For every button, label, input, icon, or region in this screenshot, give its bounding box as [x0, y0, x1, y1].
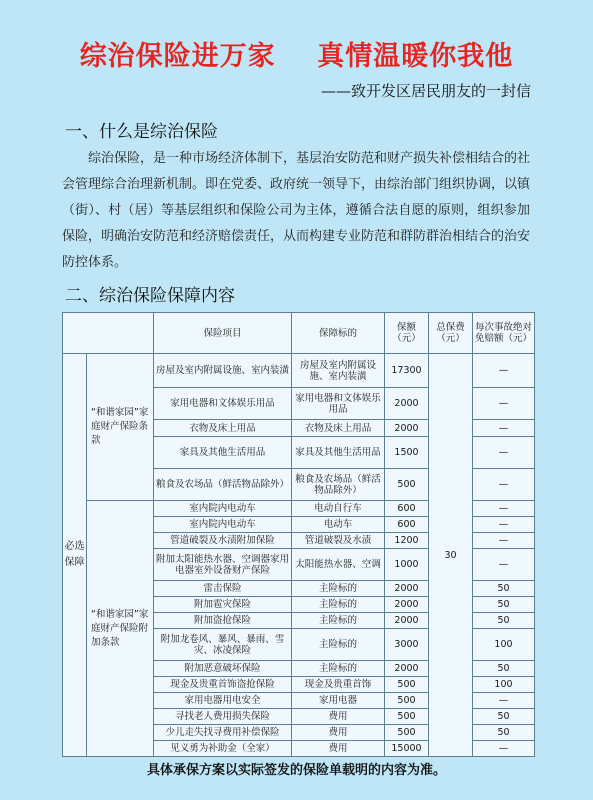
cell-item: 附加恶意破坏保险 — [154, 661, 292, 677]
cell-deductible: 50 — [473, 725, 535, 741]
cell-item: 附加太阳能热水器、空调器家用电器室外设备财产保险 — [154, 549, 292, 581]
header-premium: 总保费（元） — [429, 313, 473, 354]
cell-item: 寻找老人费用损失保险 — [154, 709, 292, 725]
cell-deductible: 100 — [473, 629, 535, 661]
cell-item: 家具及其他生活用品 — [154, 437, 292, 469]
cell-target: 太阳能热水器、空调 — [292, 549, 385, 581]
page-title: 综治保险进万家 真情温暖你我他 — [79, 41, 514, 72]
cell-amount: 2000 — [385, 581, 429, 597]
cell-target: 家用电器和文体娱乐用品 — [292, 388, 385, 420]
cell-amount: 600 — [385, 501, 429, 517]
cell-amount: 17300 — [385, 354, 429, 388]
cell-amount: 500 — [385, 469, 429, 501]
cell-target: 主险标的 — [292, 613, 385, 629]
cell-item: 附加龙卷风、暴风、暴雨、雪灾、冰凌保险 — [154, 629, 292, 661]
table-header-row — [63, 313, 535, 354]
cell-target: 主险标的 — [292, 581, 385, 597]
cell-amount: 1000 — [385, 549, 429, 581]
cell-deductible: 100 — [473, 677, 535, 693]
cell-item: 衣物及床上用品 — [154, 420, 292, 437]
cell-target: 家具及其他生活用品 — [292, 437, 385, 469]
cell-amount: 500 — [385, 677, 429, 693]
cell-deductible: — — [473, 420, 535, 437]
cell-target: 费用 — [292, 709, 385, 725]
cell-deductible: — — [473, 388, 535, 420]
cell-amount: 2000 — [385, 420, 429, 437]
cell-amount: 500 — [385, 725, 429, 741]
cell-amount: 2000 — [385, 388, 429, 420]
cell-deductible: — — [473, 549, 535, 581]
cell-deductible: — — [473, 517, 535, 533]
cell-amount: 3000 — [385, 629, 429, 661]
cell-target: 主险标的 — [292, 629, 385, 661]
coverage-group-name: “和谐家园”家庭财产保险条款 — [87, 354, 154, 501]
cell-item: 见义勇为补助金（全家） — [154, 741, 292, 757]
cell-deductible: — — [473, 693, 535, 709]
cell-item: 附加雹灾保险 — [154, 597, 292, 613]
section1-paragraph: 综治保险，是一种市场经济体制下，基层治安防范和财产损失补偿相结合的社会管理综合治理新机制。即在党委、政府统一领导下，由综治部门组织协调，以镇（街）、村（居）等基层组织和保险公司为主体，遵循合法自愿的原则，组织参加保险，明确治安防范和经济赔偿责任，从而构建专业防范和群防群治相结合的治安防控体系。 — [62, 151, 531, 270]
cell-deductible: — — [473, 437, 535, 469]
cell-deductible: 50 — [473, 709, 535, 725]
cell-item: 房屋及室内附属设施、室内装潢 — [154, 354, 292, 388]
cell-item: 雷击保险 — [154, 581, 292, 597]
cell-amount: 2000 — [385, 597, 429, 613]
section2-heading: 二、综治保险保障内容 — [65, 286, 235, 306]
cell-target: 主险标的 — [292, 661, 385, 677]
cell-amount: 2000 — [385, 613, 429, 629]
header-target: 保障标的 — [292, 313, 385, 354]
cell-item: 少儿走失找寻费用补偿保险 — [154, 725, 292, 741]
cell-item: 现金及贵重首饰盗抢保险 — [154, 677, 292, 693]
table-row — [63, 354, 535, 388]
cell-item: 粮食及农场品（鲜活物品除外） — [154, 469, 292, 501]
cell-item: 家用电器用电安全 — [154, 693, 292, 709]
cell-target: 房屋及室内附属设施、室内装潢 — [292, 354, 385, 388]
required-coverage-label: 必选保障 — [63, 354, 87, 757]
header-amount: 保额（元） — [385, 313, 429, 354]
cell-deductible: 50 — [473, 661, 535, 677]
cell-amount: 2000 — [385, 661, 429, 677]
cell-deductible: — — [473, 741, 535, 757]
page-subtitle: ——致开发区居民朋友的一封信 — [320, 82, 531, 100]
cell-deductible: 50 — [473, 597, 535, 613]
cell-deductible: 50 — [473, 581, 535, 597]
footer-note: 具体承保方案以实际签发的保险单载明的内容为准。 — [146, 763, 446, 778]
section1-heading: 一、什么是综治保险 — [65, 122, 218, 142]
cell-target: 主险标的 — [292, 597, 385, 613]
coverage-group-name: “和谐家园”家庭财产保险附加条款 — [87, 501, 154, 757]
cell-amount: 1200 — [385, 533, 429, 549]
cell-target: 管道破裂及水渍 — [292, 533, 385, 549]
cell-item: 管道破裂及水渍附加保险 — [154, 533, 292, 549]
cell-item: 室内院内电动车 — [154, 517, 292, 533]
header-item: 保险项目 — [154, 313, 292, 354]
coverage-table — [62, 312, 535, 757]
cell-deductible: — — [473, 354, 535, 388]
cell-target: 衣物及床上用品 — [292, 420, 385, 437]
header-blank — [63, 313, 154, 354]
cell-target: 现金及贵重首饰 — [292, 677, 385, 693]
cell-amount: 500 — [385, 693, 429, 709]
cell-target: 家用电器 — [292, 693, 385, 709]
cell-item: 室内院内电动车 — [154, 501, 292, 517]
cell-target: 费用 — [292, 741, 385, 757]
cell-target: 电动车 — [292, 517, 385, 533]
cell-target: 电动自行车 — [292, 501, 385, 517]
cell-target: 费用 — [292, 725, 385, 741]
cell-amount: 1500 — [385, 437, 429, 469]
cell-premium-total: 30 — [429, 354, 473, 757]
cell-amount: 600 — [385, 517, 429, 533]
cell-deductible: — — [473, 501, 535, 517]
cell-target: 粮食及农场品（鲜活物品除外） — [292, 469, 385, 501]
cell-amount: 500 — [385, 709, 429, 725]
cell-amount: 15000 — [385, 741, 429, 757]
header-deductible: 每次事故绝对免赔额（元） — [473, 313, 535, 354]
cell-item: 附加盗抢保险 — [154, 613, 292, 629]
cell-item: 家用电器和文体娱乐用品 — [154, 388, 292, 420]
cell-deductible: — — [473, 533, 535, 549]
cell-deductible: 50 — [473, 613, 535, 629]
cell-deductible: — — [473, 469, 535, 501]
